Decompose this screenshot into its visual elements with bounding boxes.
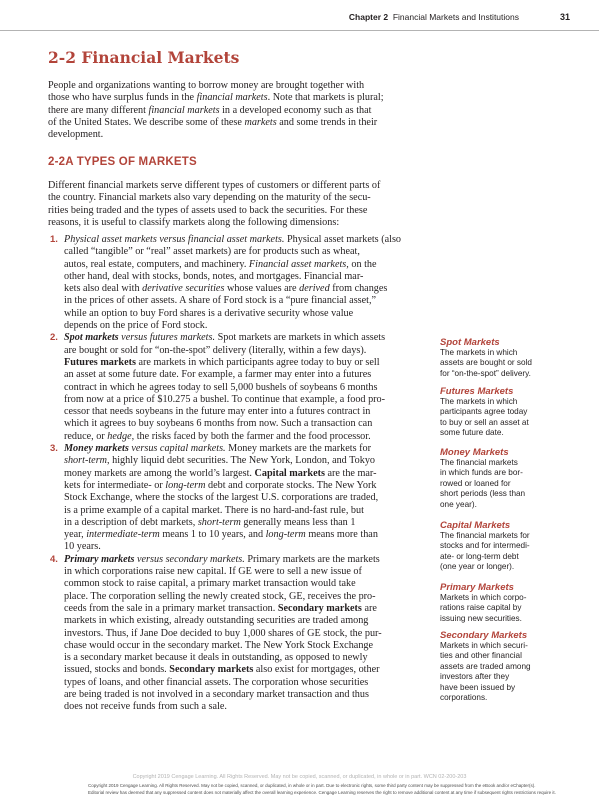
list-item-line: year, intermediate-term means 1 to 10 years, and long-term means more than xyxy=(64,529,378,541)
glossary-definition-line: The markets in which xyxy=(440,348,518,357)
glossary-definition xyxy=(440,641,564,703)
list-item-line: in a description of debt markets, short-term generally means less than 1 xyxy=(64,516,356,528)
glossary-definition xyxy=(440,593,564,624)
glossary-definition-line: The markets in which xyxy=(440,397,518,406)
list-number: 2. xyxy=(50,332,58,344)
list-item-line: are bought or sold for “on-the-spot” delivery (literally, within a few days). xyxy=(64,344,367,356)
list-item-line: reduce, or hedge, the risks faced by both the farmer and the food processor. xyxy=(64,430,371,442)
page-number: 31 xyxy=(559,12,570,22)
list-item-line: autos, real estate, computers, and machinery. Financial asset markets, on the xyxy=(64,258,377,270)
list-item-line: Physical asset markets versus financial asset markets. Physical asset markets (also xyxy=(64,234,402,245)
list-item xyxy=(48,443,418,554)
glossary-definition xyxy=(440,531,564,573)
glossary-term: Futures Markets xyxy=(440,386,514,397)
list-item-line: 10 years. xyxy=(64,541,101,553)
glossary-definition-line: for “on-the-spot” delivery. xyxy=(440,368,531,378)
list-item-line: in which corporations raise new capital. If GE were to sell a new issue of xyxy=(64,566,362,578)
list-item-line: issued, stocks and bonds. Secondary markets also exist for mortgages, other xyxy=(64,664,380,676)
intro-line: there are many different financial markets in a developed economy such as that xyxy=(48,104,372,116)
list-item-line: markets in which existing, already outstanding securities are traded among xyxy=(64,615,369,627)
list-item-line: kets for intermediate- or long-term debt and corporate stocks. The New York xyxy=(64,479,377,491)
glossary-definition-line: rations raise capital by xyxy=(440,603,522,613)
intro-line: the country. Financial markets also vary depending on the maturity of the secu- xyxy=(48,192,371,204)
list-item-line: chase would occur in the secondary market. The New York Stock Exchange xyxy=(64,639,374,651)
glossary-definition-line: (one year or longer). xyxy=(440,562,515,572)
list-item-line: contract in which he agrees today to sell 5,000 bushels of soybeans 6 months xyxy=(64,381,378,393)
intro-line: development. xyxy=(48,129,104,141)
glossary-definition-line: in which funds are bor- xyxy=(440,468,523,478)
glossary-definition-line: ate- or long-term debt xyxy=(440,551,519,561)
intro-line: reasons, it is useful to classify markets along the following dimensions: xyxy=(48,216,340,228)
list-item-line: is a prime example of a capital market. There is no hard-and-fast rule, but xyxy=(64,504,364,516)
glossary-definition-line: have been issued by xyxy=(440,682,516,692)
list-item-line: is a secondary market because it deals in outstanding, as opposed to newly xyxy=(64,652,368,664)
section-intro xyxy=(48,80,384,141)
list-number: 1. xyxy=(50,234,58,245)
glossary-term: Spot Markets xyxy=(440,337,500,348)
list-item-line: place. The corporation selling the newly created stock, GE, receives the pro- xyxy=(64,590,376,602)
glossary-definition-line: assets are bought or sold xyxy=(440,358,532,368)
glossary-definition-line: The financial markets xyxy=(440,458,518,467)
intro-line: Different financial markets serve different types of customers or different parts of xyxy=(48,180,381,191)
glossary-definition-line: stocks and for intermedi- xyxy=(440,541,530,551)
chapter-label: Chapter 2 xyxy=(348,12,389,22)
market-types-list xyxy=(48,234,418,714)
list-item-line: are being traded is not involved in a secondary market transaction and thus xyxy=(64,688,369,700)
list-item-line: Money markets versus capital markets. Money markets are the markets for xyxy=(64,443,371,455)
glossary-definition-line: to buy or sell an asset at xyxy=(440,417,529,427)
list-item-line: other hand, deal with stocks, bonds, notes, and mortgages. Financial mar- xyxy=(64,270,364,282)
list-item-line: kets also deal with derivative securities whose values are derived from changes xyxy=(64,283,388,295)
glossary-entry xyxy=(440,582,564,624)
glossary-entry xyxy=(440,520,564,573)
glossary-term: Primary Markets xyxy=(440,582,514,593)
list-item-line: called “tangible” or “real” asset markets) are for products such as wheat, xyxy=(64,246,360,258)
chapter-header xyxy=(349,12,519,22)
glossary-term: Secondary Markets xyxy=(440,630,528,641)
list-item xyxy=(48,234,418,332)
list-item-line: depends on the price of Ford stock. xyxy=(64,320,208,332)
list-item-line: types of loans, and other financial assets. The corporation whose securities xyxy=(64,676,369,688)
fine-print: Editorial review has deemed that any suppressed content does not materially affect the overall learning experience. Cengage Learning reserves the right to remove additional content at any time if subsequent rights restrictions require it. xyxy=(88,790,556,795)
glossary-definition-line: investors after they xyxy=(440,672,510,682)
section-title: 2-2 Financial Markets xyxy=(48,48,240,67)
subsection-intro xyxy=(48,180,380,229)
glossary-term: Capital Markets xyxy=(440,520,511,531)
glossary-definition-line: corporations. xyxy=(440,693,488,703)
glossary-entry xyxy=(440,337,564,379)
list-item-line: does not receive funds from such a sale. xyxy=(64,701,227,713)
list-item-line: an asset at some future date. For example, a farmer may enter into a futures xyxy=(64,369,372,381)
copyright-notice: Copyright 2019 Cengage Learning. All Rights Reserved. May not be copied, scanned, or duplicated, in whole or in part. WCN 02-200-203 xyxy=(132,774,467,780)
glossary-definition-line: ties and other financial xyxy=(440,651,522,661)
glossary-entry xyxy=(440,447,564,510)
list-number: 4. xyxy=(50,553,58,565)
intro-line: People and organizations wanting to borrow money are brought together with xyxy=(48,80,365,91)
glossary-definition-line: one year). xyxy=(440,499,477,509)
glossary-definition-line: rowed or loaned for xyxy=(440,478,511,488)
glossary-definition-line: Markets in which securi- xyxy=(440,641,528,650)
list-item xyxy=(48,332,418,443)
glossary-entry xyxy=(440,630,564,703)
list-item-line: from now at a price of $10.275 a bushel. To continue that example, a food pro- xyxy=(64,393,386,405)
list-item-line: ceeds from the sale in a primary market transaction. Secondary markets are xyxy=(64,602,377,614)
list-item-line: which it agrees to buy soybeans 6 months from now. Such a transaction can xyxy=(64,418,373,430)
glossary-definition-line: short periods (less than xyxy=(440,489,526,499)
fine-print: Copyright 2019 Cengage Learning. All Rights Reserved. May not be copied, scanned, or duplicated, in whole or in part. Due to electronic rights, some third party content may be suppressed from the eBook and/or eChapter(s). xyxy=(88,783,536,788)
glossary-definition-line: issuing new securities. xyxy=(440,613,522,623)
list-item-line: Futures markets are markets in which participants agree today to buy or sell xyxy=(64,356,380,368)
list-item-line: Stock Exchange, where the stocks of the largest U.S. corporations are traded, xyxy=(64,492,379,504)
list-item-line: investors. Thus, if Jane Doe decided to buy 1,000 shares of GE stock, the pur- xyxy=(64,627,382,639)
glossary-entry xyxy=(440,386,564,439)
glossary-definition xyxy=(440,458,564,510)
header-rule xyxy=(0,30,599,31)
list-item-line: Primary markets versus secondary markets. Primary markets are the markets xyxy=(64,553,380,565)
list-item-line: short-term, highly liquid debt securities. The New York, London, and Tokyo xyxy=(64,455,376,467)
intro-line: those who have surplus funds in the financial markets. Note that markets is plural; xyxy=(48,92,384,104)
list-item-line: money markets are among the world’s largest. Capital markets are the mar- xyxy=(64,467,377,479)
chapter-title: Financial Markets and Institutions xyxy=(392,12,519,22)
glossary-definition-line: participants agree today xyxy=(440,407,528,417)
intro-line: of the United States. We describe some of these markets and some trends in their xyxy=(48,116,378,128)
glossary-definition-line: some future date. xyxy=(440,428,504,438)
list-item xyxy=(48,554,418,714)
list-number: 3. xyxy=(50,443,58,455)
glossary-definition xyxy=(440,397,564,439)
list-item-line: common stock to raise capital, a primary market transaction would take xyxy=(64,578,356,590)
list-item-line: while an option to buy Ford shares is a derivative security whose value xyxy=(64,307,354,319)
subsection-title: 2-2A TYPES OF MARKETS xyxy=(48,156,197,168)
glossary-definition-line: assets are traded among xyxy=(440,661,531,671)
glossary-definition-line: Markets in which corpo- xyxy=(440,593,527,602)
glossary-definition-line: The financial markets for xyxy=(440,531,530,540)
running-header xyxy=(0,12,599,26)
list-item-line: in the prices of other assets. A share of Ford stock is a “pure financial asset,” xyxy=(64,295,377,307)
intro-line: rities being traded and the types of assets used to back the securities. For these xyxy=(48,204,368,216)
list-item-line: cessor that needs soybeans in the future may enter into a futures contract in xyxy=(64,406,371,418)
glossary-definition xyxy=(440,348,564,379)
list-item-line: Spot markets versus futures markets. Spot markets are markets in which assets xyxy=(64,332,386,344)
glossary-term: Money Markets xyxy=(440,447,509,458)
